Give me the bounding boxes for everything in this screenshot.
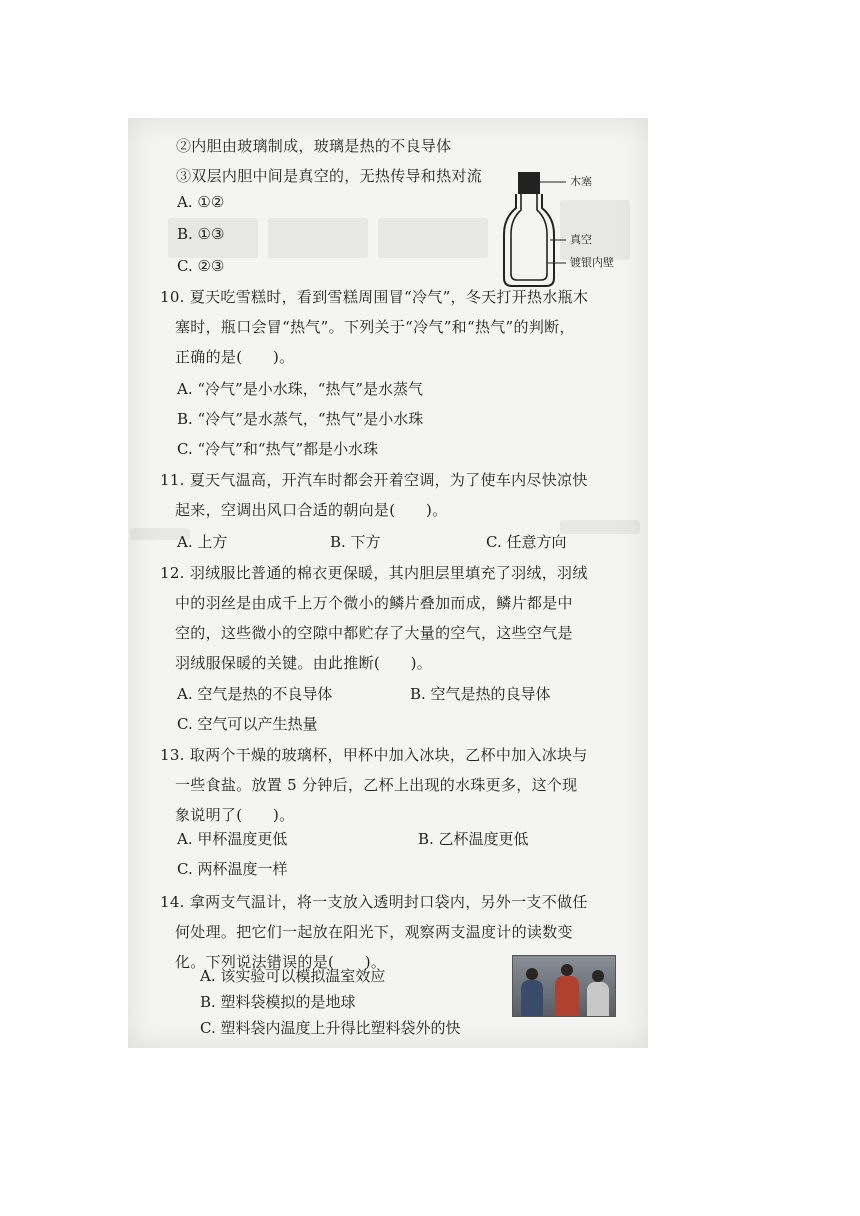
q12-option-b: B. 空气是热的良导体	[410, 685, 551, 703]
q13-line-2: 一些食盐。放置 5 分钟后，乙杯上出现的水珠更多，这个现	[175, 776, 578, 794]
bleed-through-shadow	[560, 520, 640, 534]
q14-option-a: A. 该实验可以模拟温室效应	[200, 967, 386, 985]
q14-line-1: 14. 拿两支气温计，将一支放入透明封口袋内，另外一支不做任	[160, 893, 588, 911]
q10-option-b: B. “冷气”是水蒸气，“热气”是小水珠	[177, 410, 424, 428]
students-experiment-photo	[512, 955, 616, 1017]
q10-line-1: 10. 夏天吃雪糕时，看到雪糕周围冒“冷气”，冬天打开热水瓶木	[160, 288, 589, 306]
q11-line-1: 11. 夏天气温高，开汽车时都会开着空调，为了使车内尽快凉快	[160, 471, 588, 489]
q14-option-c: C. 塑料袋内温度上升得比塑料袋外的快	[200, 1019, 461, 1037]
q11-option-b: B. 下方	[330, 533, 381, 551]
q13-option-b: B. 乙杯温度更低	[418, 830, 529, 848]
q11-line-2: 起来，空调出风口合适的朝向是( )。	[175, 501, 448, 519]
q12-option-c: C. 空气可以产生热量	[177, 715, 318, 733]
q10-line-3: 正确的是( )。	[175, 348, 295, 366]
q10-option-a: A. “冷气”是小水珠，“热气”是水蒸气	[177, 380, 424, 398]
q11-option-a: A. 上方	[177, 533, 228, 551]
q12-option-a: A. 空气是热的不良导体	[177, 685, 333, 703]
q13-line-1: 13. 取两个干燥的玻璃杯，甲杯中加入冰块，乙杯中加入冰块与	[160, 746, 588, 764]
label-cork: 木塞	[570, 175, 592, 188]
q14-option-b: B. 塑料袋模拟的是地球	[200, 993, 356, 1011]
label-silvered-wall: 镀银内壁	[570, 256, 614, 269]
q12-line-1: 12. 羽绒服比普通的棉衣更保暖，其内胆层里填充了羽绒，羽绒	[160, 564, 588, 582]
q10-line-2: 塞时，瓶口会冒“热气”。下列关于“冷气”和“热气”的判断，	[175, 318, 575, 336]
label-vacuum: 真空	[570, 233, 592, 246]
q12-line-4: 羽绒服保暖的关键。由此推断( )。	[175, 654, 433, 672]
cork-stopper	[518, 172, 540, 194]
q11-option-c: C. 任意方向	[486, 533, 567, 551]
bleed-through-shadow	[378, 218, 488, 258]
q14-line-3: 化。下列说法错误的是( )。	[175, 953, 387, 971]
q14-line-2: 何处理。把它们一起放在阳光下，观察两支温度计的读数变	[175, 923, 573, 941]
statement-2: ②内胆由玻璃制成，玻璃是热的不良导体	[176, 137, 452, 155]
q12-line-2: 中的羽丝是由成千上万个微小的鳞片叠加而成，鳞片都是中	[175, 594, 573, 612]
thermos-diagram	[500, 170, 630, 290]
bleed-through-shadow	[268, 218, 368, 258]
q10-option-c: C. “冷气”和“热气”都是小水珠	[177, 440, 379, 458]
q9-option-b: B. ①③	[177, 225, 225, 243]
q13-option-a: A. 甲杯温度更低	[177, 830, 288, 848]
q12-line-3: 空的，这些微小的空隙中都贮存了大量的空气，这些空气是	[175, 624, 573, 642]
q13-line-3: 象说明了( )。	[175, 806, 295, 824]
statement-3: ③双层内胆中间是真空的，无热传导和热对流	[176, 167, 483, 185]
q9-option-c: C. ②③	[177, 257, 225, 275]
q9-option-a: A. ①②	[177, 193, 225, 211]
q13-option-c: C. 两杯温度一样	[177, 860, 288, 878]
